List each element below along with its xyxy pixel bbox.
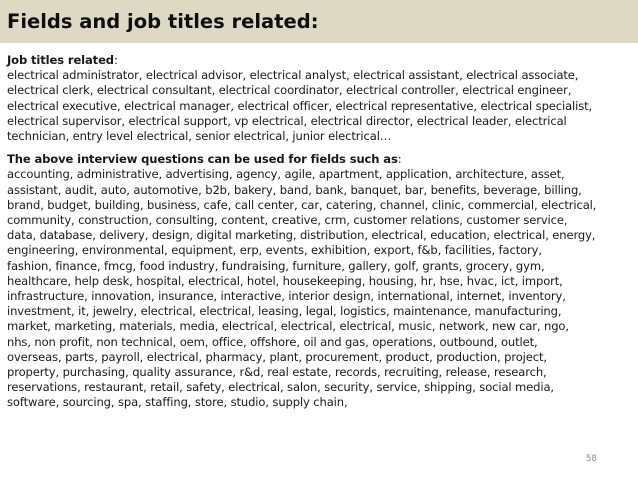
job-titles-line: electrical executive, electrical manager, electrical officer, electrical representative, electrical specialist,	[7, 98, 593, 113]
job-titles-list	[7, 68, 633, 144]
fields-line: overseas, parts, payroll, electrical, pharmacy, plant, procurement, product, production, project,	[7, 349, 547, 364]
fields-line: engineering, environmental, equipment, erp, events, exhibition, export, f&b, facilities, factory,	[7, 243, 542, 258]
fields-heading	[7, 152, 633, 167]
fields-line: property, purchasing, quality assurance, r&d, real estate, records, recruiting, release, research,	[7, 365, 547, 380]
fields-line: fashion, finance, fmcg, food industry, fundraising, furniture, gallery, golf, grants, grocery, gym,	[7, 258, 545, 273]
job-titles-line: electrical administrator, electrical advisor, electrical analyst, electrical assistant, electrical associate,	[7, 68, 579, 83]
fields-line: assistant, audit, auto, automotive, b2b, bakery, band, bank, banquet, bar, benefits, beverage, billing,	[7, 182, 582, 197]
fields-line: nhs, non profit, non technical, oem, office, offshore, oil and gas, operations, outbound, outlet,	[7, 334, 538, 349]
title-bar	[0, 0, 638, 43]
fields-line: data, database, delivery, design, digital marketing, distribution, electrical, education, electrical, energy,	[7, 228, 596, 243]
fields-line: market, marketing, materials, media, electrical, electrical, electrical, music, network, new car, ngo,	[7, 319, 569, 334]
fields-line: brand, budget, building, business, cafe, call center, car, catering, channel, clinic, commercial, electrical,	[7, 197, 597, 212]
job-titles-line: electrical supervisor, electrical support, vp electrical, electrical director, electrical leader, electrical	[7, 113, 567, 128]
fields-line: reservations, restaurant, retail, safety, electrical, salon, security, service, shipping, social media,	[7, 380, 554, 395]
fields-line: software, sourcing, spa, staffing, store, studio, supply chain,	[7, 395, 348, 410]
page-number: 58	[586, 454, 597, 464]
job-titles-line: technician, entry level electrical, senior electrical, junior electrical…	[7, 129, 392, 144]
fields-line: infrastructure, innovation, insurance, interactive, interior design, international, internet, inventory,	[7, 289, 566, 304]
section-spacer	[7, 144, 633, 152]
fields-list	[7, 167, 633, 410]
fields-line: healthcare, help desk, hospital, electrical, hotel, housekeeping, housing, hr, hse, hvac, ict, import,	[7, 273, 563, 288]
slide-title: Fields and job titles related:	[7, 10, 319, 33]
job-titles-heading-colon: :	[113, 53, 118, 67]
fields-heading-text: The above interview questions can be used for fields such as	[7, 152, 398, 167]
job-titles-heading-text: Job titles related	[7, 53, 114, 67]
slide-content	[7, 53, 633, 411]
fields-line: accounting, administrative, advertising, agency, agile, apartment, application, architecture, asset,	[7, 167, 565, 182]
fields-heading-colon: :	[397, 152, 402, 167]
fields-line: investment, it, jewelry, electrical, electrical, leasing, legal, logistics, maintenance, manufacturing,	[7, 304, 562, 319]
fields-line: community, construction, consulting, content, creative, crm, customer relations, customer service,	[7, 213, 568, 228]
job-titles-line: electrical clerk, electrical consultant, electrical coordinator, electrical controller, electrical engineer,	[7, 83, 572, 98]
job-titles-heading	[7, 53, 633, 68]
